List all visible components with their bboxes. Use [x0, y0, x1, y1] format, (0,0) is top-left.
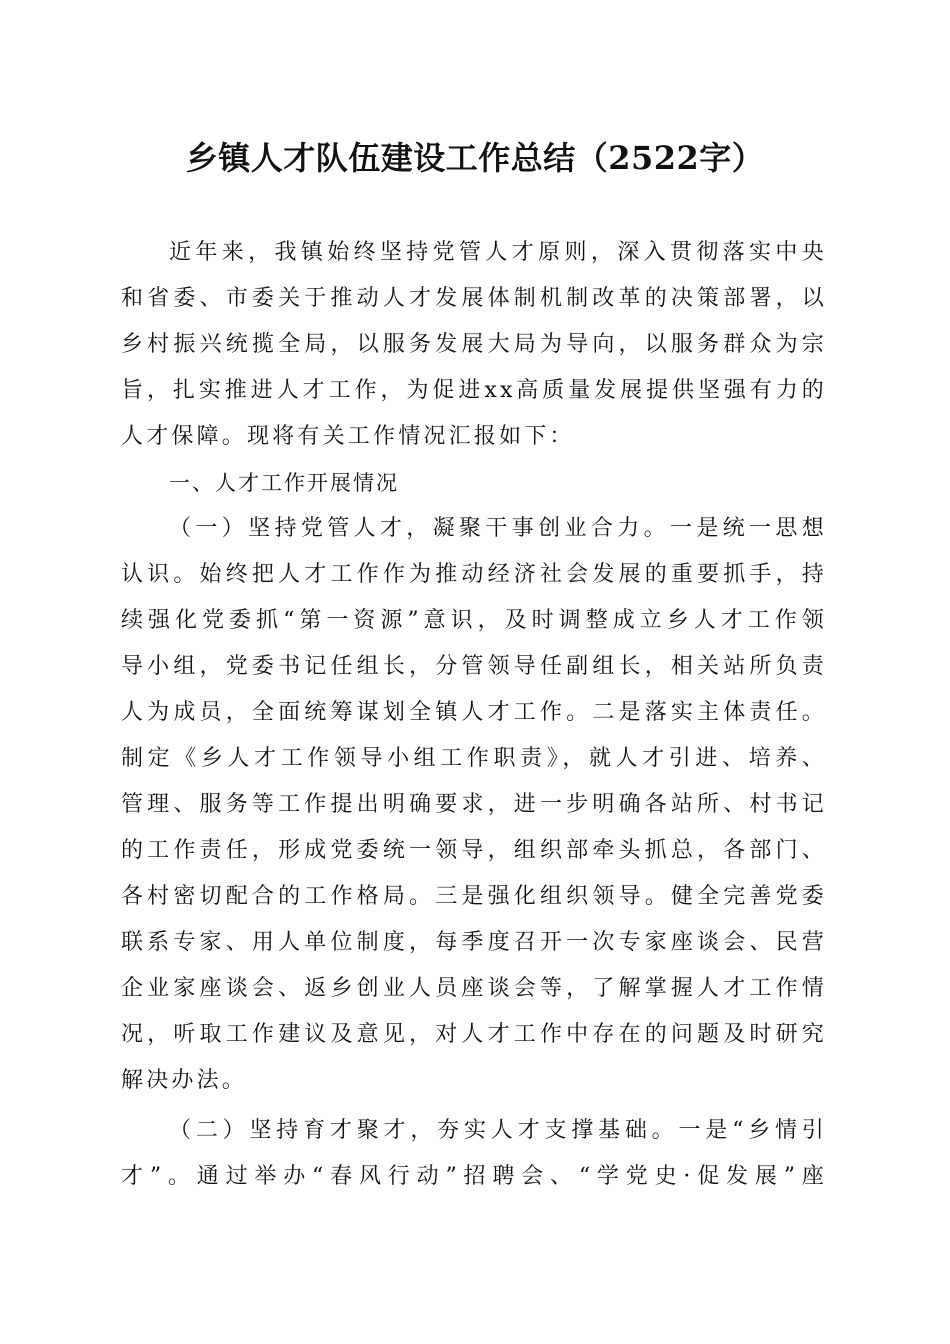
- section-heading: 一、人才工作开展情况: [169, 471, 399, 495]
- paragraph-line: 解决办法。: [121, 1068, 248, 1093]
- paragraph-line: 管理、服务等工作提出明确要求，进一步明确各站所、村书记: [121, 792, 827, 817]
- paragraph-line: 续强化党委抓“第一资源”意识，及时调整成立乡人才工作领: [121, 608, 827, 633]
- paragraph-line: 人才保障。现将有关工作情况汇报如下：: [121, 424, 575, 449]
- paragraph-line: 人为成员，全面统筹谋划全镇人才工作。二是落实主体责任。: [121, 700, 827, 725]
- paragraph-line: （二）坚持育才聚才，夯实人才支撑基础。一是“乡情引: [169, 1118, 827, 1143]
- paragraph-line: 乡村振兴统揽全局，以服务发展大局为导向，以服务群众为宗: [121, 332, 827, 357]
- paragraph-line: （一）坚持党管人才，凝聚干事创业合力。一是统一思想: [169, 516, 827, 541]
- paragraph-line: 认识。始终把人才工作作为推动经济社会发展的重要抓手，持: [121, 562, 827, 587]
- paragraph-line: 才”。通过举办“春风行动”招聘会、“学党史·促发展”座: [121, 1164, 827, 1189]
- paragraph-line: 各村密切配合的工作格局。三是强化组织领导。健全完善党委: [121, 884, 827, 909]
- paragraph-line: 制定《乡人才工作领导小组工作职责》，就人才引进、培养、: [121, 746, 827, 771]
- paragraph-line: 旨，扎实推进人才工作，为促进xx高质量发展提供坚强有力的: [121, 378, 827, 403]
- document-title: 乡镇人才队伍建设工作总结（2522字）: [185, 139, 765, 177]
- paragraph-line: 的工作责任，形成党委统一领导，组织部牵头抓总，各部门、: [121, 838, 827, 863]
- paragraph-line: 企业家座谈会、返乡创业人员座谈会等，了解掌握人才工作情: [121, 976, 827, 1001]
- paragraph-line: 和省委、市委关于推动人才发展体制机制改革的决策部署，以: [121, 286, 827, 311]
- paragraph-line: 导小组，党委书记任组长，分管领导任副组长，相关站所负责: [121, 654, 827, 679]
- document-body: [121, 230, 827, 1200]
- paragraph-line: 况，听取工作建议及意见，对人才工作中存在的问题及时研究: [121, 1022, 827, 1047]
- paragraph-line: 近年来，我镇始终坚持党管人才原则，深入贯彻落实中央: [169, 240, 827, 265]
- paragraph-line: 联系专家、用人单位制度，每季度召开一次专家座谈会、民营: [121, 930, 827, 955]
